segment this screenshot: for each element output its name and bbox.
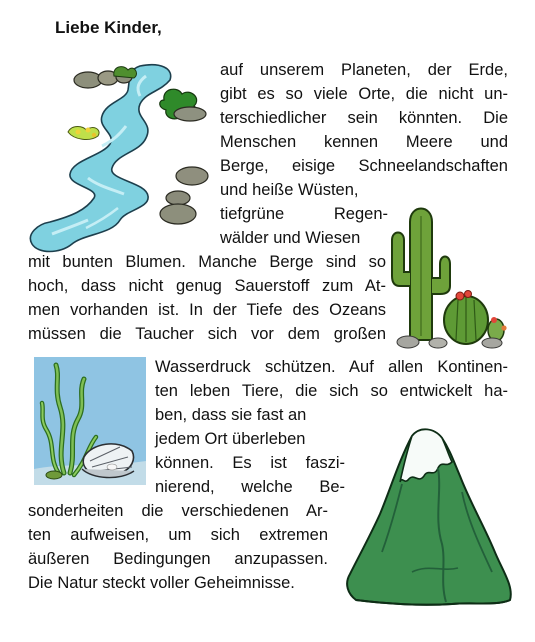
text-line: sonderheiten die verschiedenen Ar- [28, 502, 328, 520]
text-line: Berge, eisige Schneelandschaften [220, 157, 508, 175]
text-line: Die Natur steckt voller Geheimnisse. [28, 574, 295, 592]
text-line: ten aufweisen, um sich extremen [28, 526, 328, 544]
text-line: tiefgrüne Regen- [220, 205, 388, 223]
text-line: ten leben Tiere, die sich so entwickelt ha- [155, 382, 508, 400]
seabed-illustration [34, 357, 146, 485]
text-line: gibt es so viele Orte, die nicht un- [220, 85, 508, 103]
text-line: nierend, welche Be- [155, 478, 345, 496]
text-line: ben, dass sie fast an [155, 406, 307, 424]
text-line: hoch, dass nicht genug Sauerstoff zum At- [28, 277, 386, 295]
text-line: äußeren Bedingungen anzupassen. [28, 550, 328, 568]
greeting: Liebe Kinder, [55, 18, 162, 37]
text-line: men vorhanden ist. In der Tiefe des Ozeans [28, 301, 386, 319]
text-line: auf unserem Planeten, der Erde, [220, 61, 508, 79]
river-illustration [28, 58, 218, 258]
text-line: mit bunten Blumen. Manche Berge sind so [28, 253, 386, 271]
text-line: wälder und Wiesen [220, 229, 361, 247]
text-line: jedem Ort überleben [155, 430, 306, 448]
text-line: Menschen kennen Meere und [220, 133, 508, 151]
text-line: Wasserdruck schützen. Auf allen Kontinen- [155, 358, 508, 376]
cactus-illustration [388, 190, 508, 350]
mountain-illustration [342, 422, 518, 610]
text-line: müssen die Taucher sich vor dem großen [28, 325, 386, 343]
text-line: terschiedlicher sein könnten. Die [220, 109, 508, 127]
text-line: können. Es ist faszi- [155, 454, 345, 472]
text-line: und heiße Wüsten, [220, 181, 359, 199]
